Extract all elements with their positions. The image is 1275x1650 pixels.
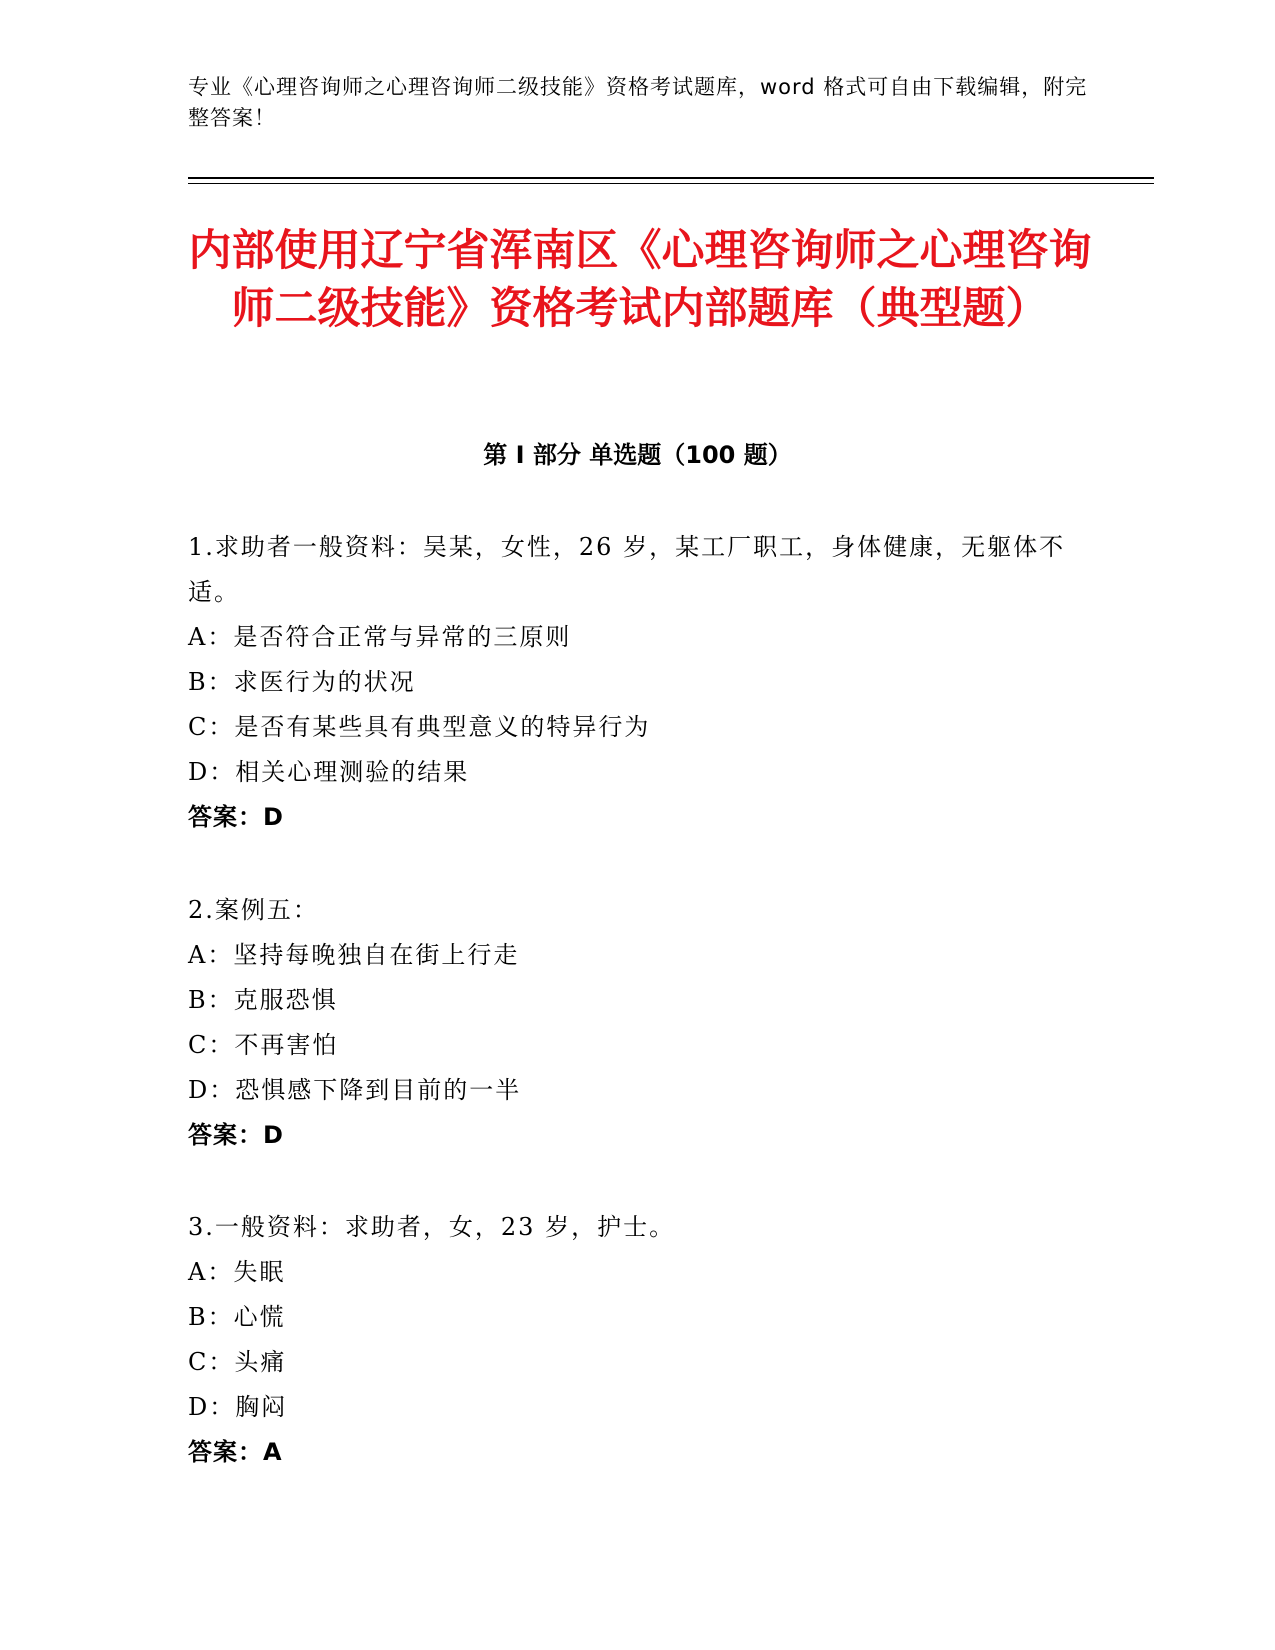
question-stem: 2.案例五： [188, 896, 319, 924]
option-c: C：是否有某些具有典型意义的特异行为 [188, 713, 651, 741]
question-1 [188, 525, 1068, 840]
option-c: C：不再害怕 [188, 1031, 339, 1059]
answer: 答案：D [188, 803, 284, 831]
question-3 [188, 1205, 1068, 1475]
option-a: A：是否符合正常与异常的三原则 [188, 623, 572, 651]
option-b: B：克服恐惧 [188, 986, 338, 1014]
question-stem: 3.一般资料：求助者，女，23 岁，护士。 [188, 1213, 676, 1241]
option-d: D：相关心理测验的结果 [188, 758, 470, 786]
option-c: C：头痛 [188, 1348, 287, 1376]
answer: 答案：D [188, 1121, 284, 1149]
header-note: 专业《心理咨询师之心理咨询师二级技能》资格考试题库，word 格式可自由下载编辑，附完整答案！ [188, 75, 1088, 130]
option-b: B：求医行为的状况 [188, 668, 416, 696]
question-2 [188, 888, 1068, 1158]
option-a: A：失眠 [188, 1258, 286, 1286]
section-heading: 第 I 部分 单选题（100 题） [483, 441, 792, 469]
answer: 答案：A [188, 1438, 283, 1466]
header-divider-thick [188, 177, 1154, 179]
option-a: A：坚持每晚独自在街上行走 [188, 941, 520, 969]
question-stem: 1.求助者一般资料：吴某，女性，26 岁，某工厂职工，身体健康，无躯体不适。 [188, 533, 1066, 606]
header-divider-thin [188, 183, 1154, 184]
option-d: D：胸闷 [188, 1393, 288, 1421]
document-title: 内部使用辽宁省浑南区《心理咨询师之心理咨询师二级技能》资格考试内部题库（典型题） [188, 226, 1092, 334]
option-b: B：心慌 [188, 1303, 286, 1331]
option-d: D：恐惧感下降到目前的一半 [188, 1076, 522, 1104]
